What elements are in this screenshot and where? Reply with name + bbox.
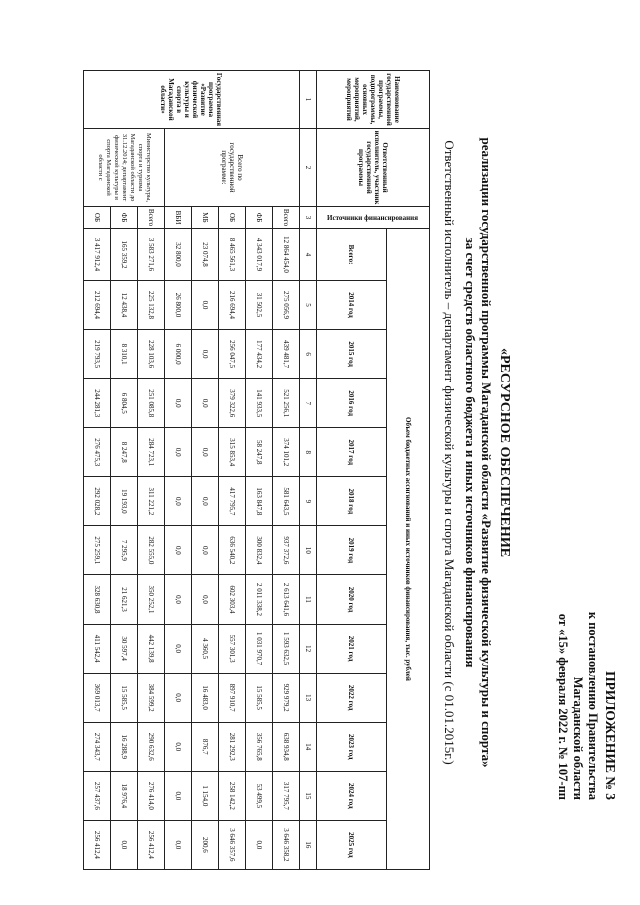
value-cell: 282 555,0 — [138, 526, 165, 575]
total-cell: 3 417 912,4 — [84, 229, 111, 281]
total-cell: 12 864 454,0 — [273, 229, 300, 281]
value-cell: 328 630,8 — [84, 575, 111, 624]
value-cell: 0,0 — [192, 575, 219, 624]
total-cell: 32 800,0 — [165, 229, 192, 281]
value-cell: 274 343,7 — [84, 722, 111, 771]
value-cell: 258 142,2 — [219, 771, 246, 820]
value-cell: 16 483,0 — [192, 673, 219, 722]
value-cell: 0,0 — [192, 428, 219, 477]
table-row — [138, 71, 165, 870]
value-cell: 602 303,4 — [219, 575, 246, 624]
value-cell: 384 599,2 — [138, 673, 165, 722]
value-cell: 19 193,0 — [111, 477, 138, 526]
value-cell: 6 804,5 — [111, 379, 138, 428]
source-cell: МБ — [192, 207, 219, 229]
value-cell: 0,0 — [165, 771, 192, 820]
value-cell: 15 585,5 — [111, 673, 138, 722]
header-year: 2016 год — [317, 379, 387, 428]
value-cell: 300 832,4 — [246, 526, 273, 575]
value-cell: 0,0 — [246, 820, 273, 869]
table-row — [273, 71, 300, 870]
source-cell: ОБ — [84, 207, 111, 229]
value-cell: 0,0 — [111, 820, 138, 869]
header-name: Наименование государственной программы, подпрограммы, основных мероприятий, мероприятий — [317, 71, 430, 129]
value-cell: 638 934,8 — [273, 722, 300, 771]
value-cell: 219 793,5 — [84, 330, 111, 379]
value-cell: 225 132,8 — [138, 281, 165, 330]
header-year: 2024 год — [317, 771, 387, 820]
value-cell: 228 103,6 — [138, 330, 165, 379]
col-number: 15 — [300, 771, 317, 820]
value-cell: 3 646 357,6 — [219, 820, 246, 869]
program-name: Государственная программа «Развитие физической культуры и спорта в Магаданской области» — [84, 71, 300, 129]
value-cell: 4 360,5 — [192, 624, 219, 673]
responsible-executor: Ответственный исполнитель – департамент физической культуры и спорта Магаданской области (с 01.01.2015г.) — [442, 140, 457, 765]
col-number: 5 — [300, 281, 317, 330]
total-cell: 165 359,2 — [111, 229, 138, 281]
header-year: 2022 год — [317, 673, 387, 722]
source-cell: ФБ — [111, 207, 138, 229]
value-cell: 0,0 — [165, 575, 192, 624]
value-cell: 0,0 — [165, 673, 192, 722]
header-year: 2018 год — [317, 477, 387, 526]
value-cell: 0,0 — [192, 330, 219, 379]
decree-line-2: Магаданской области — [571, 676, 585, 800]
total-cell: 8 465 561,3 — [219, 229, 246, 281]
source-cell: ОБ — [219, 207, 246, 229]
value-cell: 12 438,4 — [111, 281, 138, 330]
value-cell: 16 288,9 — [111, 722, 138, 771]
col-number: 11 — [300, 575, 317, 624]
header-source: Источники финансирования — [317, 207, 430, 229]
document-title: «РЕСУРСНОЕ ОБЕСПЕЧЕНИЕ — [497, 347, 512, 558]
value-cell: 350 252,1 — [138, 575, 165, 624]
header-year: 2017 год — [317, 428, 387, 477]
source-cell: ВБИ — [165, 207, 192, 229]
appendix-number: ПРИЛОЖЕНИЕ № 3 — [603, 671, 618, 800]
col-number: 14 — [300, 722, 317, 771]
value-cell: 21 621,3 — [111, 575, 138, 624]
source-cell: Всего — [138, 207, 165, 229]
header-total: Всего: — [317, 229, 387, 281]
value-cell: 439 481,7 — [273, 330, 300, 379]
value-cell: 379 322,6 — [219, 379, 246, 428]
value-cell: 31 502,5 — [246, 281, 273, 330]
value-cell: 290 632,6 — [138, 722, 165, 771]
value-cell: 311 221,2 — [138, 477, 165, 526]
value-cell: 8 247,8 — [111, 428, 138, 477]
value-cell: 3 646 358,2 — [273, 820, 300, 869]
value-cell: 284 723,1 — [138, 428, 165, 477]
value-cell: 275 056,9 — [273, 281, 300, 330]
value-cell: 177 434,2 — [246, 330, 273, 379]
value-cell: 0,0 — [165, 722, 192, 771]
header-year: 2014 год — [317, 281, 387, 330]
value-cell: 937 372,6 — [273, 526, 300, 575]
decree-line-1: к постановлению Правительства — [586, 611, 600, 800]
header-year: 2025 год — [317, 820, 387, 869]
value-cell: 26 800,0 — [165, 281, 192, 330]
value-cell: 557 301,3 — [219, 624, 246, 673]
value-cell: 0,0 — [165, 820, 192, 869]
source-cell: Всего — [273, 207, 300, 229]
value-cell: 257 437,6 — [84, 771, 111, 820]
col-number: 7 — [300, 379, 317, 428]
document-subtitle-2: за счет средств областного бюджета и иных источников финансирования — [463, 237, 478, 668]
col-number: 1 — [300, 71, 317, 129]
col-number: 6 — [300, 330, 317, 379]
value-cell: 374 101,2 — [273, 428, 300, 477]
header-year: 2023 год — [317, 722, 387, 771]
header-year: 2020 год — [317, 575, 387, 624]
value-cell: 15 585,5 — [246, 673, 273, 722]
value-cell: 163 847,8 — [246, 477, 273, 526]
value-cell: 317 795,7 — [273, 771, 300, 820]
column-number-row — [300, 71, 317, 870]
source-cell: ФБ — [246, 207, 273, 229]
value-cell: 0,0 — [192, 477, 219, 526]
value-cell: 581 643,5 — [273, 477, 300, 526]
value-cell: 1 154,0 — [192, 771, 219, 820]
value-cell: 417 795,7 — [219, 477, 246, 526]
value-cell: 275 259,1 — [84, 526, 111, 575]
value-cell: 636 540,2 — [219, 526, 246, 575]
value-cell: 356 765,8 — [246, 722, 273, 771]
value-cell: 0,0 — [165, 526, 192, 575]
col-number: 16 — [300, 820, 317, 869]
value-cell: 1 593 632,5 — [273, 624, 300, 673]
col-number: 8 — [300, 428, 317, 477]
value-cell: 876,7 — [192, 722, 219, 771]
value-cell: 521 256,1 — [273, 379, 300, 428]
col-number: 4 — [300, 229, 317, 281]
value-cell: 276 414,0 — [138, 771, 165, 820]
value-cell: 1 031 970,7 — [246, 624, 273, 673]
value-cell: 8 310,1 — [111, 330, 138, 379]
col-number: 13 — [300, 673, 317, 722]
value-cell: 256 047,5 — [219, 330, 246, 379]
col-number: 9 — [300, 477, 317, 526]
value-cell: 369 013,7 — [84, 673, 111, 722]
decree-line-3: от «15» февраля 2022 г. № 107-пп — [556, 613, 570, 800]
header-volume: Объем бюджетных ассигнований и иных источников финансирования, тыс. рублей — [387, 229, 430, 870]
col-number: 3 — [300, 207, 317, 229]
value-cell: 929 979,2 — [273, 673, 300, 722]
value-cell: 315 853,4 — [219, 428, 246, 477]
col-number: 12 — [300, 624, 317, 673]
col-number: 2 — [300, 129, 317, 207]
value-cell: 141 933,5 — [246, 379, 273, 428]
value-cell: 216 694,4 — [219, 281, 246, 330]
value-cell: 0,0 — [165, 624, 192, 673]
value-cell: 411 542,4 — [84, 624, 111, 673]
executor-total: Всего по государственной программе: — [165, 129, 300, 207]
value-cell: 292 028,2 — [84, 477, 111, 526]
total-cell: 4 343 017,9 — [246, 229, 273, 281]
value-cell: 897 910,7 — [219, 673, 246, 722]
value-cell: 7 295,9 — [111, 526, 138, 575]
value-cell: 2 613 641,6 — [273, 575, 300, 624]
col-number: 10 — [300, 526, 317, 575]
total-cell: 23 074,8 — [192, 229, 219, 281]
value-cell: 18 976,4 — [111, 771, 138, 820]
header-year: 2015 год — [317, 330, 387, 379]
value-cell: 244 281,3 — [84, 379, 111, 428]
value-cell: 0,0 — [192, 526, 219, 575]
value-cell: 2 011 338,2 — [246, 575, 273, 624]
value-cell: 0,0 — [165, 379, 192, 428]
value-cell: 281 292,3 — [219, 722, 246, 771]
header-executor: Ответственный исполнитель, участник государственной программы — [317, 129, 430, 207]
resource-table — [83, 70, 430, 870]
value-cell: 212 694,4 — [84, 281, 111, 330]
value-cell: 58 247,8 — [246, 428, 273, 477]
value-cell: 442 139,8 — [138, 624, 165, 673]
value-cell: 0,0 — [165, 428, 192, 477]
value-cell: 30 597,4 — [111, 624, 138, 673]
value-cell: 0,0 — [192, 281, 219, 330]
document-subtitle: реализации государственной программы Магаданской области «Развитие физической культуры и спорта» — [479, 137, 494, 768]
value-cell: 0,0 — [192, 379, 219, 428]
value-cell: 200,6 — [192, 820, 219, 869]
value-cell: 6 000,0 — [165, 330, 192, 379]
value-cell: 53 499,5 — [246, 771, 273, 820]
value-cell: 256 412,4 — [138, 820, 165, 869]
value-cell: 276 475,3 — [84, 428, 111, 477]
header-year: 2019 год — [317, 526, 387, 575]
value-cell: 256 412,4 — [84, 820, 111, 869]
value-cell: 0,0 — [165, 477, 192, 526]
value-cell: 251 085,8 — [138, 379, 165, 428]
header-year: 2021 год — [317, 624, 387, 673]
total-cell: 3 583 271,6 — [138, 229, 165, 281]
executor-ministry: Министерство культуры, спорта и туризма Магаданской области до 31.12.2014; департамент физической культуры и спорта Магаданской области с — [84, 129, 165, 207]
